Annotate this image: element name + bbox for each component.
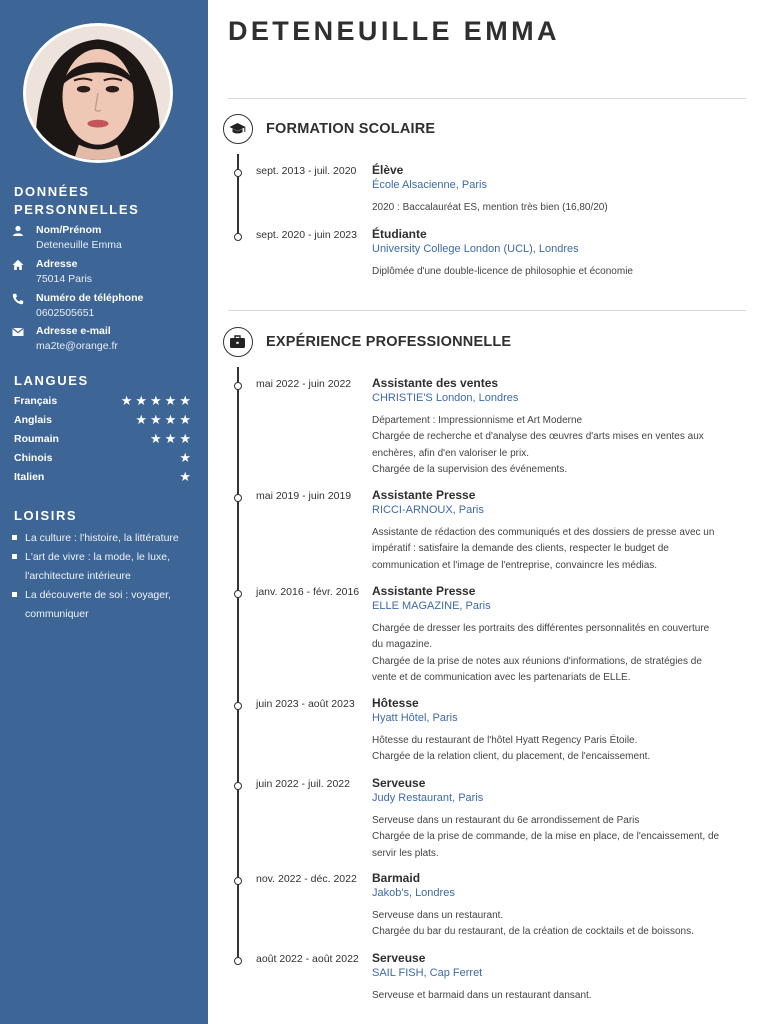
entry-organization: SAIL FISH, Cap Ferret bbox=[372, 967, 483, 979]
language-row bbox=[14, 395, 194, 409]
entry-organization: Hyatt Hôtel, Paris bbox=[372, 712, 458, 724]
hobby-text: L'art de vivre : la mode, le luxe, bbox=[25, 551, 170, 563]
personal-label: Numéro de téléphone bbox=[36, 292, 144, 304]
languages-heading: LANGUES bbox=[14, 373, 89, 388]
entry-date: sept. 2020 - juin 2023 bbox=[256, 229, 357, 241]
star-rating-icon: ★★★★★ bbox=[120, 393, 194, 408]
entry-description bbox=[372, 413, 746, 478]
personal-label: Nom/Prénom bbox=[36, 224, 102, 236]
star-rating-icon: ★ bbox=[179, 450, 194, 465]
entry-description bbox=[372, 525, 746, 574]
divider bbox=[228, 310, 746, 311]
entry-description bbox=[372, 908, 746, 941]
language-name: Roumain bbox=[14, 433, 59, 445]
entry-role: Serveuse bbox=[372, 951, 426, 965]
description-line: 2020 : Baccalauréat ES, mention très bien (16,80/20) bbox=[372, 202, 608, 213]
candidate-name: DETENEUILLE EMMA bbox=[228, 16, 560, 46]
entry-description bbox=[372, 733, 746, 766]
entry-description bbox=[372, 264, 746, 280]
hobby-item bbox=[12, 529, 202, 548]
description-line: Assistante de rédaction des communiqués et des dossiers de presse avec un bbox=[372, 527, 715, 538]
star-rating-icon: ★★★ bbox=[150, 431, 194, 446]
personal-value: 0602505651 bbox=[36, 307, 95, 319]
personal-value: 75014 Paris bbox=[36, 273, 93, 285]
hobby-item bbox=[12, 548, 202, 586]
description-line: Chargée de dresser les portraits des différentes personnalités en couverture bbox=[372, 623, 710, 634]
language-row bbox=[14, 452, 194, 466]
language-name: Anglais bbox=[14, 414, 52, 426]
entry-description bbox=[372, 988, 746, 1004]
entry-date: sept. 2013 - juil. 2020 bbox=[256, 165, 357, 177]
person-icon bbox=[12, 225, 24, 237]
description-line: Serveuse dans un restaurant du 6e arrondissement de Paris bbox=[372, 815, 640, 826]
entry-organization: RICCI-ARNOUX, Paris bbox=[372, 504, 484, 516]
entry-role: Élève bbox=[372, 163, 404, 177]
home-icon bbox=[12, 259, 24, 271]
entry-date: janv. 2016 - févr. 2016 bbox=[256, 586, 360, 598]
entry-description bbox=[372, 813, 746, 862]
personal-value: Deteneuille Emma bbox=[36, 239, 122, 251]
timeline-dot bbox=[234, 590, 242, 598]
description-line: enchères, afin d'en valoriser le prix. bbox=[372, 447, 529, 459]
experience-section-icon bbox=[223, 327, 253, 357]
description-line: vente et de communication avec les partenariats de ELLE. bbox=[372, 671, 631, 683]
entry-description bbox=[372, 621, 746, 686]
timeline-dot bbox=[234, 877, 242, 885]
personal-value: ma2te@orange.fr bbox=[36, 340, 118, 352]
hobby-text: l'architecture intérieure bbox=[25, 570, 131, 582]
entry-role: Assistante Presse bbox=[372, 488, 476, 502]
timeline-dot bbox=[234, 169, 242, 177]
hobby-item bbox=[12, 586, 202, 624]
personal-label: Adresse e-mail bbox=[36, 325, 111, 337]
entry-date: juin 2022 - juil. 2022 bbox=[256, 778, 350, 790]
description-line: Département : Impressionnisme et Art Moderne bbox=[372, 415, 583, 426]
description-line: Chargée de la prise de commande, de la mise en place, de l'encaissement, de bbox=[372, 831, 720, 843]
description-line: Hôtesse du restaurant de l'hôtel Hyatt Regency Paris Étoile. bbox=[372, 735, 638, 746]
sidebar bbox=[0, 0, 208, 1024]
entry-organization: Jakob's, Londres bbox=[372, 887, 455, 899]
description-line: communication et l'image de l'entreprise, convaincre les médias. bbox=[372, 559, 658, 571]
entry-organization: CHRISTIE'S London, Londres bbox=[372, 392, 519, 404]
hobby-text: communiquer bbox=[25, 608, 89, 620]
description-line: Chargée de la prise de notes aux réunions d'informations, de stratégies de bbox=[372, 655, 702, 667]
timeline-dot bbox=[234, 957, 242, 965]
entry-organization: Judy Restaurant, Paris bbox=[372, 792, 484, 804]
education-timeline bbox=[237, 154, 239, 239]
language-row bbox=[14, 433, 194, 447]
education-section-icon bbox=[223, 114, 253, 144]
education-title: FORMATION SCOLAIRE bbox=[266, 121, 436, 137]
description-line: servir les plats. bbox=[372, 847, 439, 859]
language-name: Chinois bbox=[14, 452, 53, 464]
star-rating-icon: ★★★★ bbox=[135, 412, 194, 427]
entry-date: juin 2023 - août 2023 bbox=[256, 698, 355, 710]
entry-role: Hôtesse bbox=[372, 696, 419, 710]
phone-icon bbox=[12, 293, 24, 305]
entry-role: Assistante Presse bbox=[372, 584, 476, 598]
timeline-dot bbox=[234, 233, 242, 241]
language-name: Italien bbox=[14, 471, 45, 483]
mail-icon bbox=[12, 326, 24, 338]
entry-date: nov. 2022 - déc. 2022 bbox=[256, 873, 357, 885]
timeline-dot bbox=[234, 382, 242, 390]
entry-date: août 2022 - août 2022 bbox=[256, 953, 359, 965]
entry-description bbox=[372, 200, 746, 216]
hobbies-heading: LOISIRS bbox=[14, 508, 78, 523]
personal-data-heading: DONNÉES PERSONNELLES bbox=[14, 184, 140, 217]
profile-photo bbox=[23, 23, 173, 163]
description-line: Diplômée d'une double-licence de philosophie et économie bbox=[372, 266, 633, 277]
experience-title: EXPÉRIENCE PROFESSIONNELLE bbox=[266, 334, 512, 350]
timeline-dot bbox=[234, 702, 242, 710]
language-row bbox=[14, 414, 194, 428]
entry-organization: École Alsacienne, Paris bbox=[372, 179, 487, 191]
entry-organization: ELLE MAGAZINE, Paris bbox=[372, 600, 491, 612]
personal-label: Adresse bbox=[36, 258, 78, 270]
entry-role: Barmaid bbox=[372, 871, 421, 885]
description-line: Chargée de recherche et d'analyse des œuvres d'arts mises en ventes aux bbox=[372, 431, 704, 443]
language-row bbox=[14, 471, 194, 485]
description-line: impératif : satisfaire la demande des clients, respecter le budget de bbox=[372, 543, 669, 555]
language-name: Français bbox=[14, 395, 58, 407]
hobby-text: La découverte de soi : voyager, bbox=[25, 589, 171, 601]
timeline-dot bbox=[234, 494, 242, 502]
entry-role: Étudiante bbox=[372, 227, 427, 241]
briefcase-icon bbox=[229, 333, 246, 350]
description-line: Chargée du bar du restaurant, de la création de cocktails et de boissons. bbox=[372, 926, 694, 938]
graduation-cap-icon bbox=[229, 120, 246, 137]
hobby-text: La culture : l'histoire, la littérature bbox=[25, 532, 179, 544]
description-line: Serveuse et barmaid dans un restaurant dansant. bbox=[372, 990, 592, 1001]
entry-role: Assistante des ventes bbox=[372, 376, 499, 390]
description-line: du magazine. bbox=[372, 639, 433, 651]
bullet-icon bbox=[12, 592, 17, 597]
entry-date: mai 2022 - juin 2022 bbox=[256, 378, 352, 390]
entry-organization: University College London (UCL), Londres bbox=[372, 243, 579, 255]
bullet-icon bbox=[12, 554, 17, 559]
entry-date: mai 2019 - juin 2019 bbox=[256, 490, 352, 502]
divider bbox=[228, 98, 746, 99]
entry-role: Serveuse bbox=[372, 776, 426, 790]
description-line: Chargée de la relation client, du placement, de l'encaissement. bbox=[372, 751, 651, 763]
timeline-dot bbox=[234, 782, 242, 790]
description-line: Chargée de la supervision des événements. bbox=[372, 463, 568, 475]
star-rating-icon: ★ bbox=[179, 469, 194, 484]
bullet-icon bbox=[12, 535, 17, 540]
experience-timeline bbox=[237, 367, 239, 961]
description-line: Serveuse dans un restaurant. bbox=[372, 910, 504, 921]
